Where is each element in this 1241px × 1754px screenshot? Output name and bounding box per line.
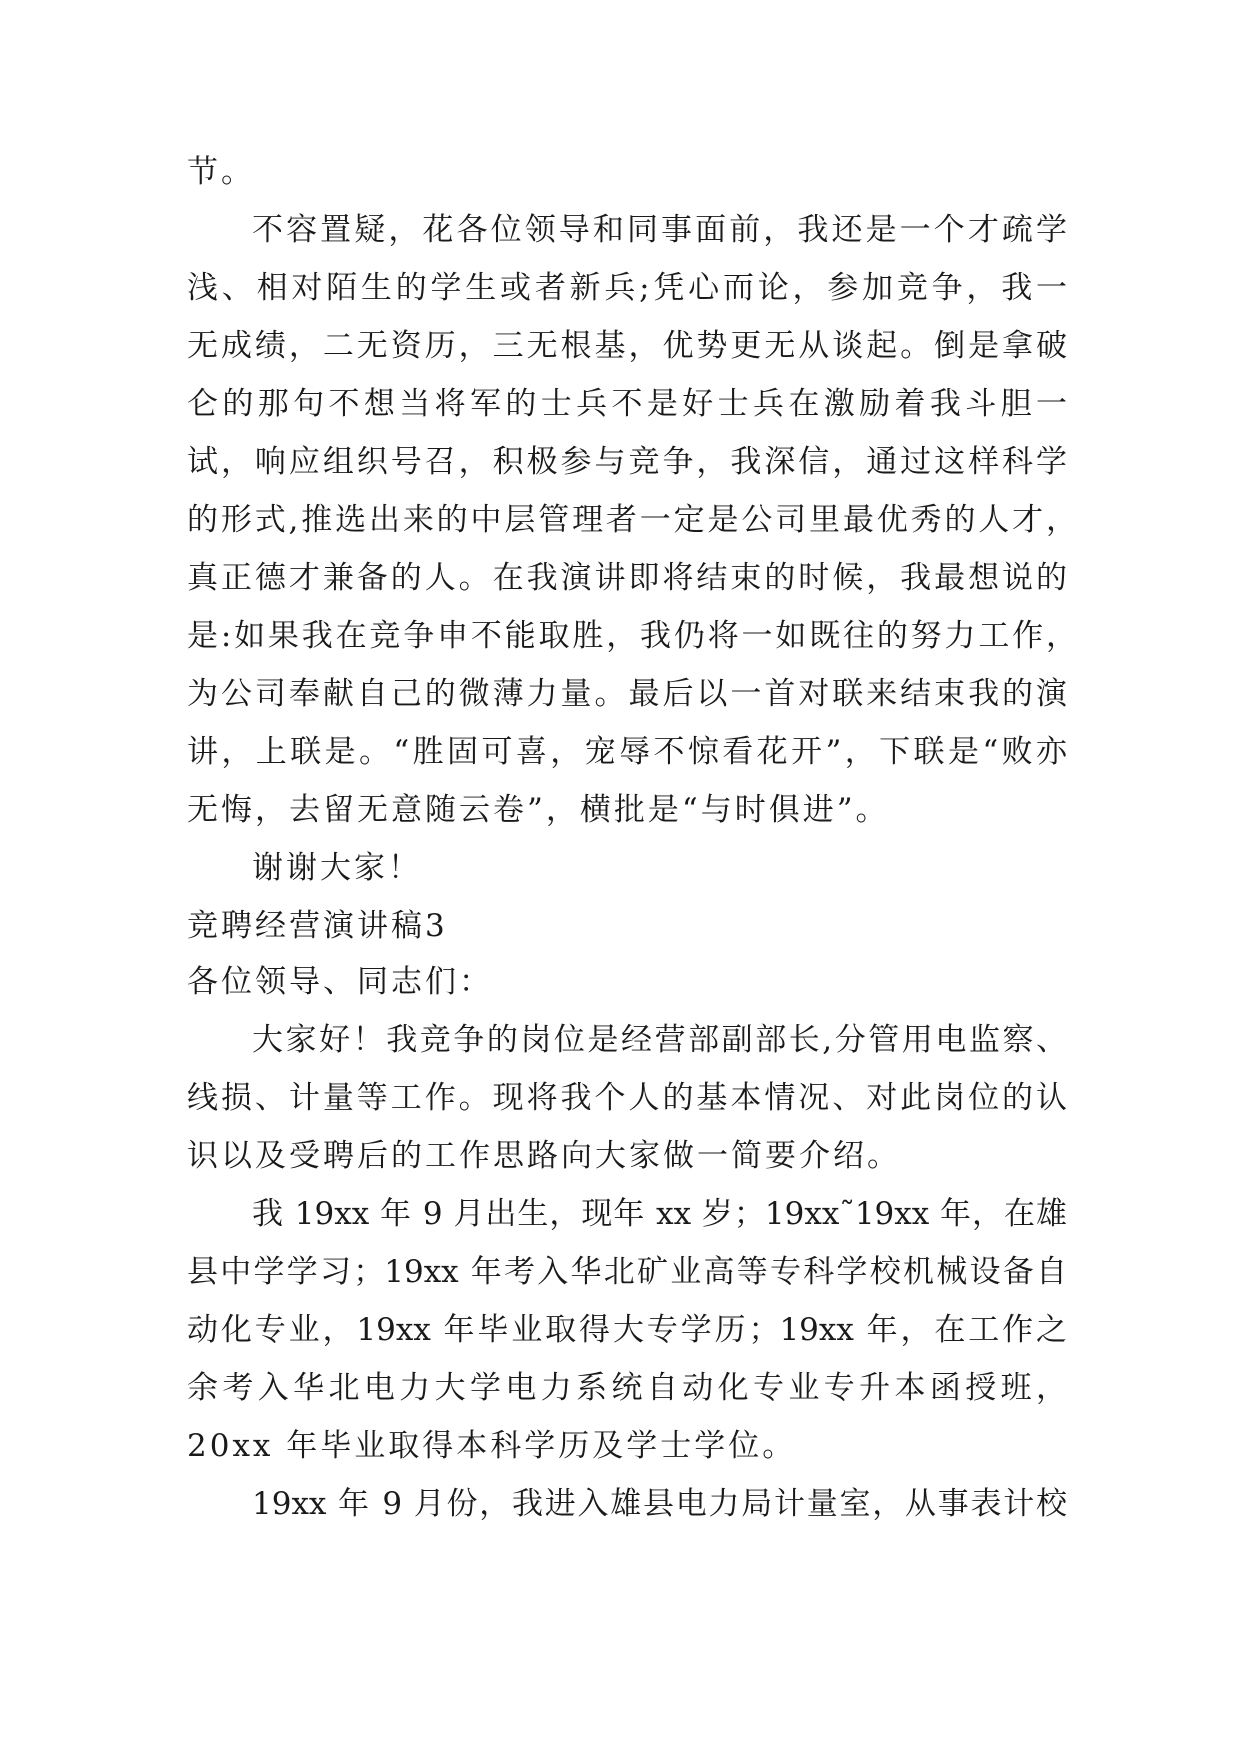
paragraph-first-line: 不容置疑，花各位领导和同事面前，我还是一个才疏学 — [252, 212, 1067, 248]
text-line: 节。 — [187, 154, 255, 190]
salutation: 各位领导、同志们： — [187, 964, 493, 1000]
section-title: 竞聘经营演讲稿3 — [187, 908, 448, 944]
paragraph-first-line: 大家好！我竞争的岗位是经营部副部长,分管用电监察、 — [252, 1022, 1067, 1058]
text-line: 无悔，去留无意随云卷”，横批是“与时俱进”。 — [187, 792, 890, 828]
thanks-line: 谢谢大家！ — [252, 850, 422, 886]
text-line: 县中学学习；19xx 年考入华北矿业高等专科学校机械设备自 — [187, 1254, 1067, 1290]
text-line: 识以及受聘后的工作思路向大家做一简要介绍。 — [187, 1138, 901, 1174]
text-line: 余考入华北电力大学电力系统自动化专业专升本函授班， — [187, 1370, 1067, 1406]
text-line: 线损、计量等工作。现将我个人的基本情况、对此岗位的认 — [187, 1080, 1067, 1116]
text-line: 仑的那句不想当将军的士兵不是好士兵在激励着我斗胆一 — [187, 386, 1067, 422]
text-line: 浅、相对陌生的学生或者新兵;凭心而论，参加竞争，我一 — [187, 270, 1067, 306]
paragraph-first-line: 19xx 年 9 月份，我进入雄县电力局计量室，从事表计校 — [252, 1486, 1067, 1522]
text-line: 无成绩，二无资历，三无根基，优势更无从谈起。倒是拿破 — [187, 328, 1067, 364]
text-line: 是:如果我在竞争申不能取胜，我仍将一如既往的努力工作， — [187, 618, 1077, 654]
text-line: 的形式,推选出来的中层管理者一定是公司里最优秀的人才， — [187, 502, 1077, 538]
paragraph-first-line: 我 19xx 年 9 月出生，现年 xx 岁；19xx˜19xx 年，在雄 — [252, 1196, 1067, 1232]
text-line: 讲，上联是。“胜固可喜，宠辱不惊看花开”，下联是“败亦 — [187, 734, 1067, 770]
text-line: 动化专业，19xx 年毕业取得大专学历；19xx 年，在工作之 — [187, 1312, 1067, 1348]
text-line: 试，响应组织号召，积极参与竞争，我深信，通过这样科学 — [187, 444, 1067, 480]
text-line: 20xx 年毕业取得本科学历及学士学位。 — [187, 1428, 797, 1464]
text-line: 为公司奉献自己的微薄力量。最后以一首对联来结束我的演 — [187, 676, 1067, 712]
text-line: 真正德才兼备的人。在我演讲即将结束的时候，我最想说的 — [187, 560, 1067, 596]
